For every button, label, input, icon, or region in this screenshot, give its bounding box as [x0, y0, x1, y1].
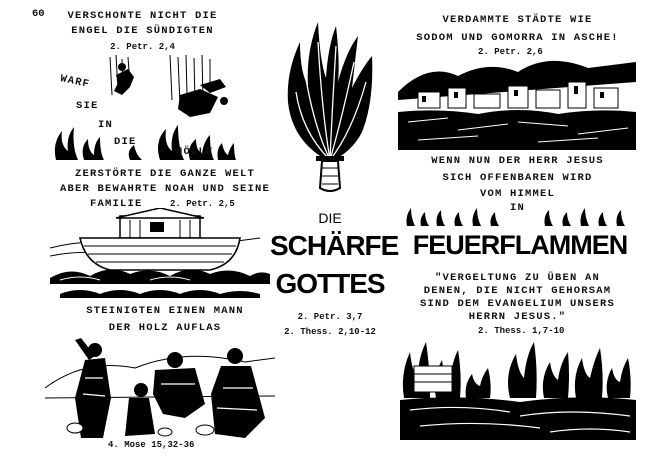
center-title-line-1: DIE — [318, 210, 342, 226]
right-quote-line-4: HERRN JESUS." — [468, 311, 567, 323]
center-ref-1: 2. Petr. 3,7 — [297, 312, 363, 322]
burning-forest-illustration — [400, 338, 636, 440]
page-number: 60 — [32, 8, 45, 20]
right-ref-2: 2. Thess. 1,7-10 — [478, 326, 565, 336]
left-heading-line-6: STEINIGTEN EINEN MANN — [86, 305, 244, 317]
falling-word-4: DIE — [114, 136, 137, 148]
left-heading-line-5: FAMILIE — [90, 198, 143, 210]
right-ref-1: 2. Petr. 2,6 — [478, 47, 543, 57]
left-ref-1: 2. Petr. 2,4 — [110, 42, 175, 52]
flame-row-decoration — [405, 208, 635, 226]
center-title-line-3: GOTTES — [275, 268, 385, 299]
flaming-sword-illustration — [282, 22, 378, 197]
left-heading-line-2: ENGEL DIE SÜNDIGTEN — [71, 25, 214, 37]
ark-illustration — [50, 208, 270, 303]
center-ref-2: 2. Thess. 2,10-12 — [284, 327, 376, 337]
right-heading-line-2: SODOM UND GOMORRA IN ASCHE! — [416, 32, 619, 44]
right-heading-line-3: WENN NUN DER HERR JESUS — [431, 155, 604, 167]
right-quote-line-2: DENEN, DIE NICHT GEHORSAM — [423, 285, 612, 297]
right-heading-line-5: VOM HIMMEL — [479, 188, 555, 200]
right-headline: FEUERFLAMMEN — [412, 230, 628, 260]
left-ref-3: 4. Mose 15,32-36 — [108, 440, 195, 450]
center-title-line-2: SCHÄRFE — [270, 230, 399, 261]
falling-word-5: HÖLLE — [176, 146, 214, 158]
falling-word-1: WARF — [59, 73, 91, 91]
falling-word-2: SIE — [76, 100, 99, 112]
right-heading-line-6: IN — [509, 202, 525, 214]
left-heading-line-3: ZERSTÖRTE DIE GANZE WELT — [74, 168, 256, 180]
ruined-cities-illustration — [398, 52, 636, 150]
left-ref-2: 2. Petr. 2,5 — [170, 199, 235, 209]
falling-word-3: IN — [98, 119, 114, 131]
right-heading-line-4: SICH OFFENBAREN WIRD — [442, 172, 593, 184]
right-heading-line-1: VERDAMMTE STÄDTE WIE — [442, 14, 593, 26]
stoning-illustration — [45, 338, 275, 441]
left-heading-line-4: ABER BEWAHRTE NOAH UND SEINE — [59, 183, 271, 195]
right-quote-line-1: "VERGELTUNG ZU ÜBEN AN — [434, 272, 601, 284]
left-heading-line-1: VERSCHONTE NICHT DIE — [67, 10, 218, 22]
right-quote-line-3: SIND DEM EVANGELIUM UNSERS — [419, 298, 616, 310]
left-heading-line-7: DER HOLZ AUFLAS — [108, 322, 222, 334]
